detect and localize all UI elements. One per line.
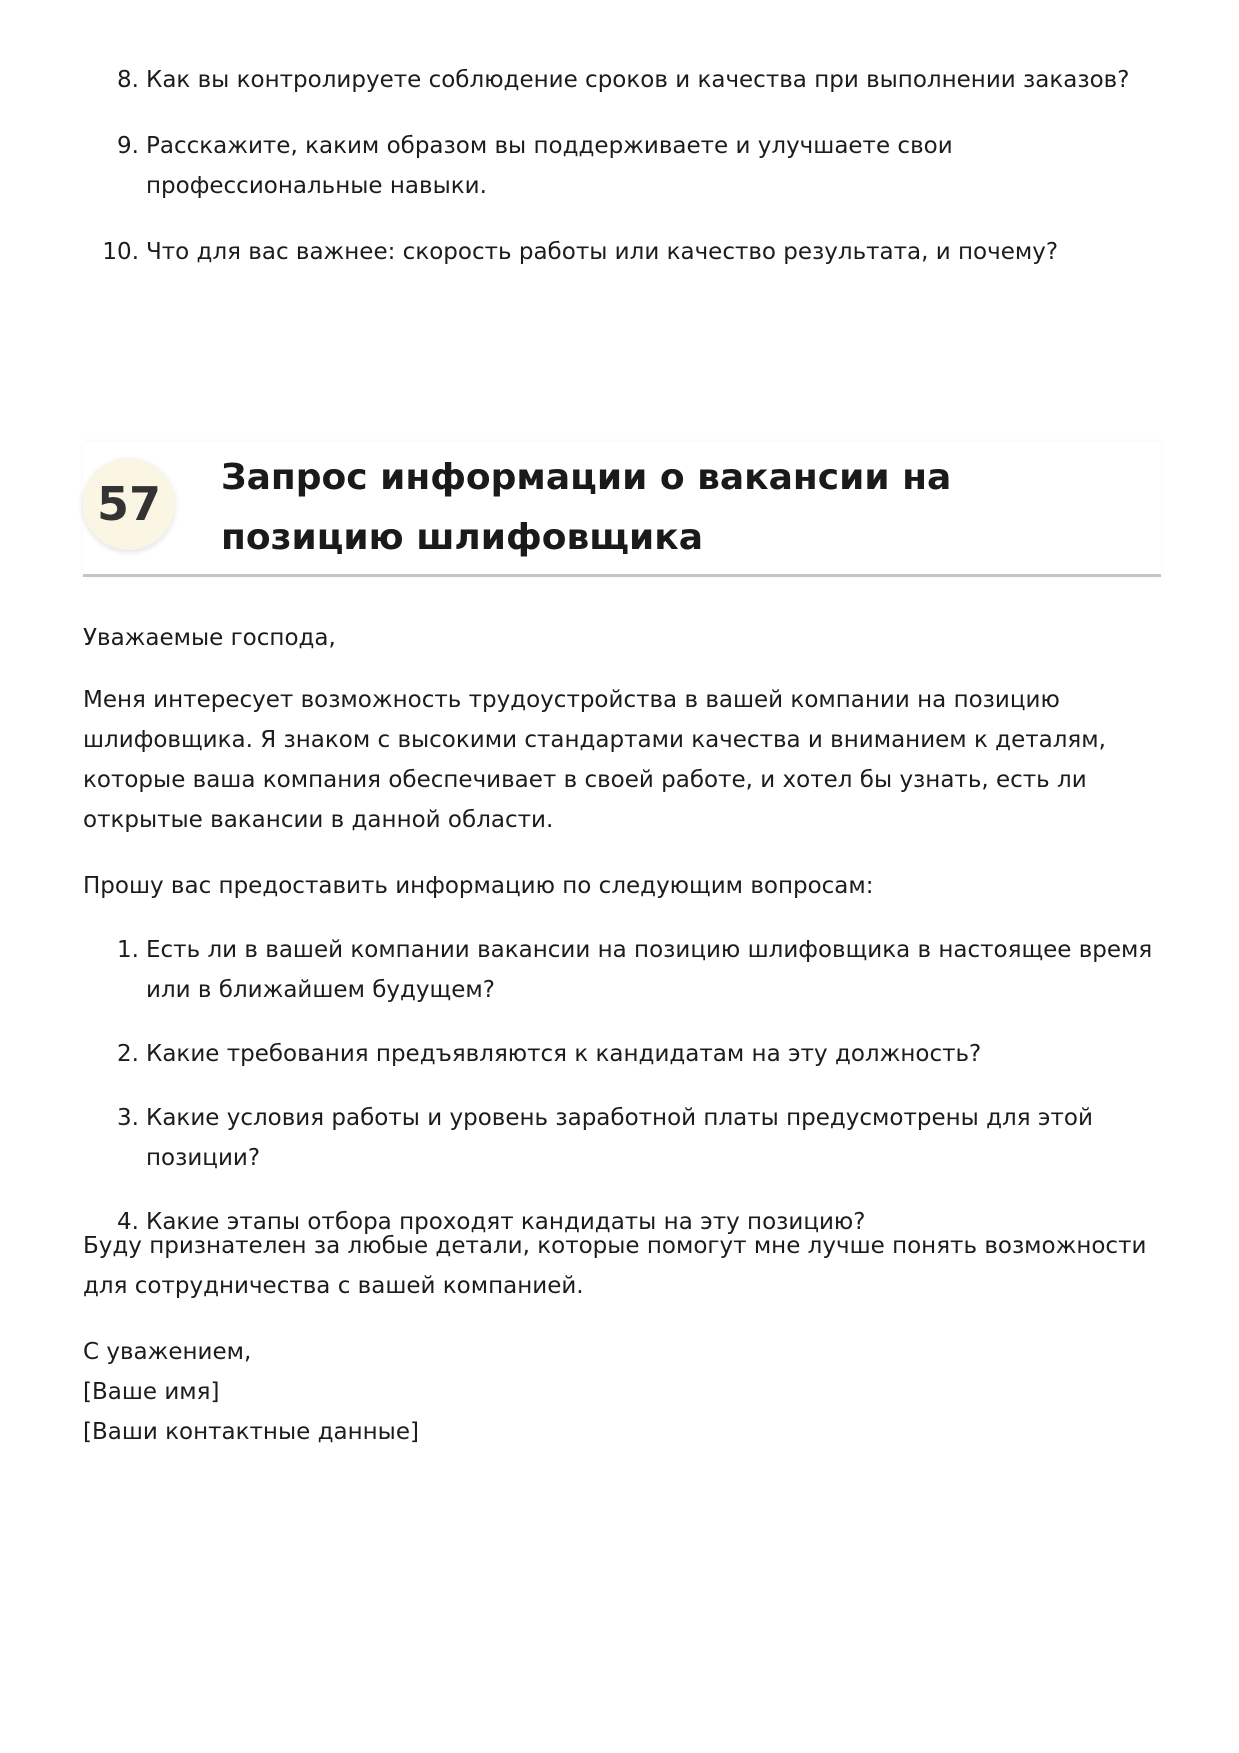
list-item [83,126,1163,206]
contacts-placeholder: [Ваши контактные данные] [83,1419,419,1445]
list-item-text: Какие требования предъявляются к кандидатам на эту должность? [146,1041,982,1067]
letter-greeting: Уважаемые господа, [83,625,336,651]
questions-list [83,930,1163,1266]
list-item [83,60,1163,100]
letter-request-paragraph: Прошу вас предоставить информацию по следующим вопросам: [83,873,874,899]
letter-intro-paragraph: Меня интересует возможность трудоустройства в вашей компании на позицию шлифовщика. Я знаком с высокими стандартами качества и вниманием к деталям, которые ваша компания обеспечивает в своей работе, и хотел бы узнать, есть ли открытые вакансии в данной области. [83,687,1106,833]
previous-questions-list [83,60,1163,298]
list-item [83,1034,1163,1074]
list-item-text: Как вы контролируете соблюдение сроков и качества при выполнении заказов? [146,67,1130,93]
list-item [83,930,1163,1010]
list-item-number: 8. [117,67,139,93]
list-item-text: Есть ли в вашей компании вакансии на позицию шлифовщика в настоящее время или в ближайшем будущем? [146,937,1153,1003]
list-item-number: 1. [117,937,139,963]
list-item-text: Какие этапы отбора проходят кандидаты на эту позицию? [146,1209,866,1235]
list-item-number: 9. [117,133,139,159]
name-placeholder: [Ваше имя] [83,1379,220,1405]
section-number-badge: 57 [83,458,175,550]
signoff-text: С уважением, [83,1339,252,1365]
list-item-number: 2. [117,1041,139,1067]
list-item [83,1098,1163,1178]
letter-closing-paragraph: Буду признателен за любые детали, которые помогут мне лучше понять возможности для сотрудничества с вашей компанией. [83,1233,1147,1299]
letter-signature [83,1332,1163,1452]
list-item-number: 4. [117,1209,139,1235]
list-item [83,232,1163,272]
list-item-text: Что для вас важнее: скорость работы или качество результата, и почему? [146,239,1059,265]
section-header [83,442,1161,577]
list-item-text: Расскажите, каким образом вы поддерживаете и улучшаете свои профессиональные навыки. [146,133,953,199]
section-title: Запрос информации о вакансии на позицию шлифовщика [221,457,952,558]
list-item-text: Какие условия работы и уровень заработной платы предусмотрены для этой позиции? [146,1105,1093,1171]
list-item-number: 3. [117,1105,139,1131]
list-item-number: 10. [102,239,139,265]
